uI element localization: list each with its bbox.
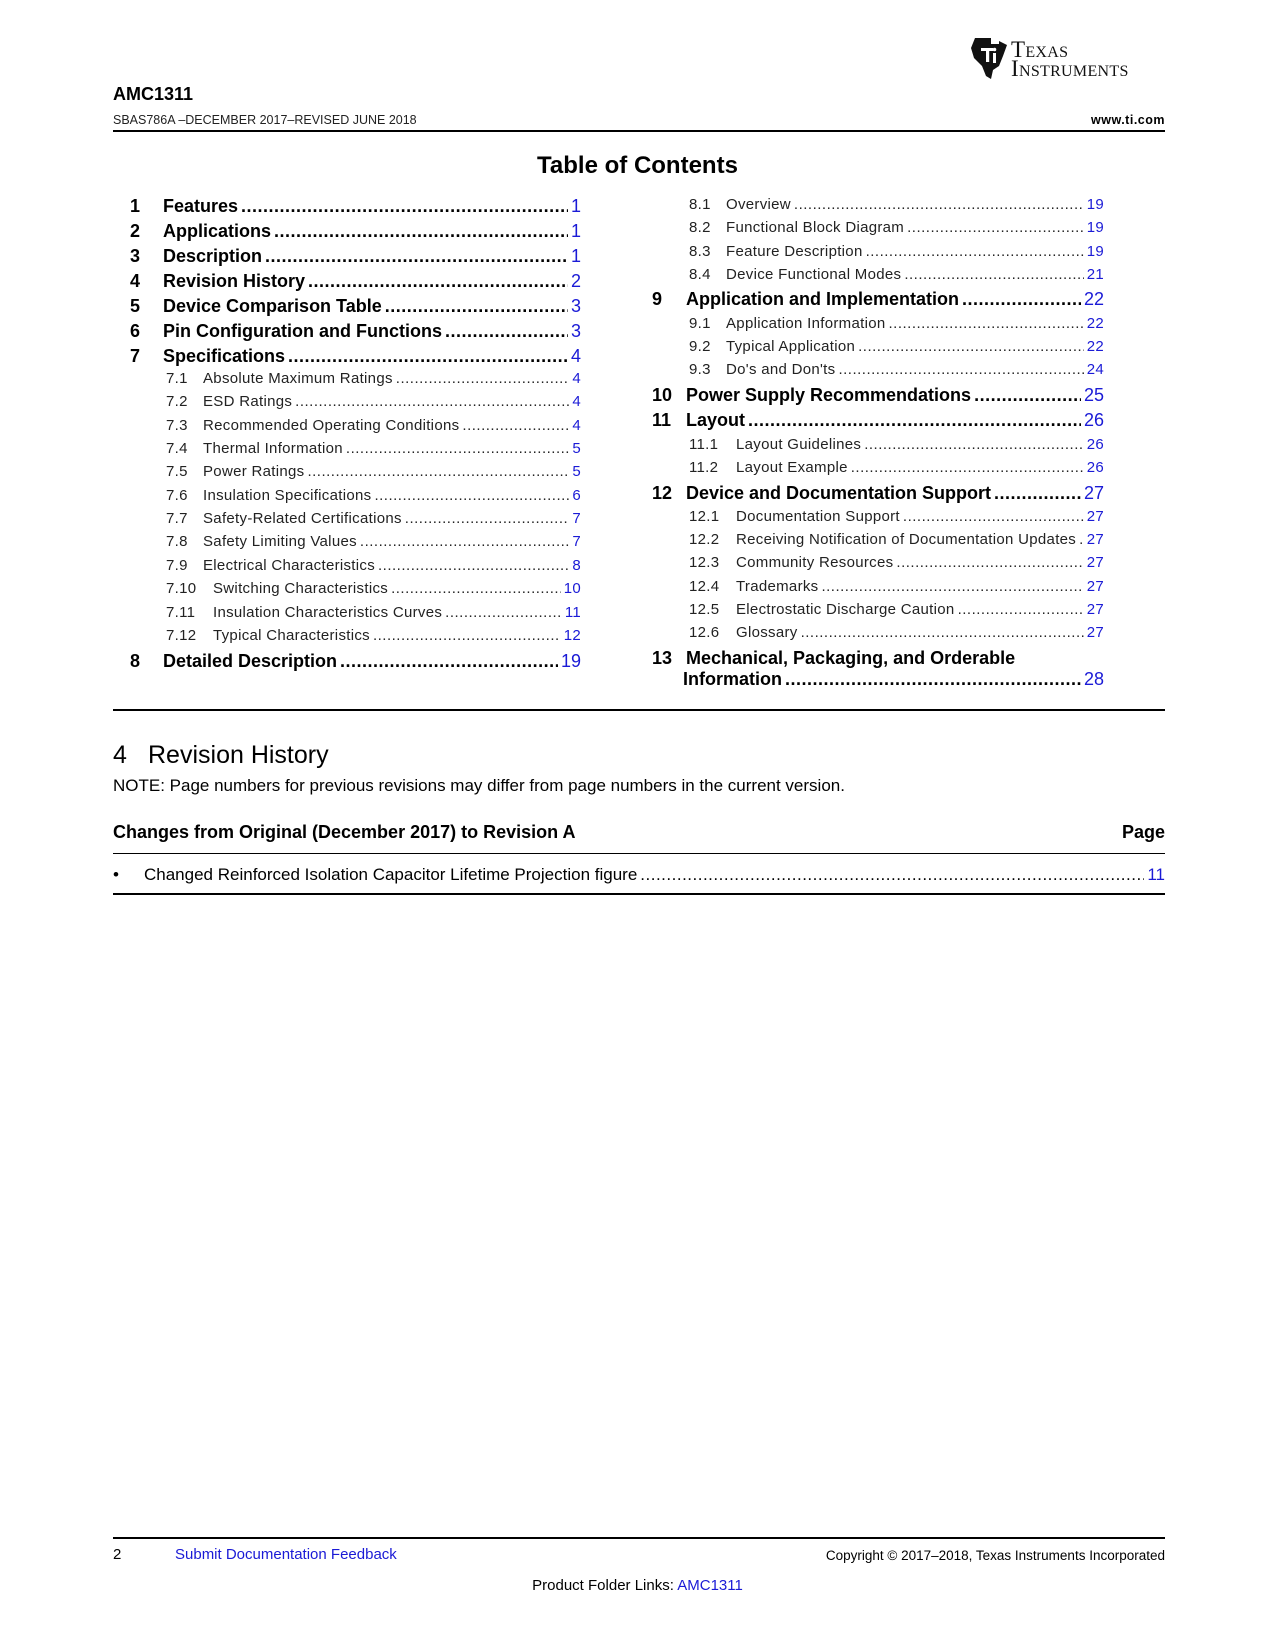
toc-entry-label: Device Functional Modes [726,266,902,283]
toc-entry-label: Power Ratings [203,463,305,480]
toc-entry[interactable] [166,370,581,387]
toc-entry-page-link[interactable]: 1 [570,246,581,266]
toc-entry-label: Mechanical, Packaging, and Orderable [686,648,1016,668]
toc-entry-page-link[interactable]: 19 [1086,196,1104,213]
toc-entry-number: 12.4 [689,578,720,595]
toc-entry-number: 3 [130,246,141,266]
toc-entry-page-link[interactable]: 22 [1086,338,1104,355]
toc-entry-number: 7 [130,346,141,366]
toc-entry-label: Electrostatic Discharge Caution [736,601,955,618]
toc-entry[interactable] [130,296,581,317]
toc-entry-label: Detailed Description [163,651,338,671]
leader-dots [307,463,569,480]
leader-dots [974,385,1081,406]
copyright: Copyright © 2017–2018, Texas Instruments Incorporated [825,1548,1165,1563]
leader-dots [1079,531,1084,548]
toc-entry-number: 12.1 [689,508,720,525]
changes-divider [113,893,1165,895]
change-item [113,865,1165,885]
toc-entry[interactable] [689,554,1104,571]
leader-dots [373,627,561,644]
leader-dots [405,510,570,527]
leader-dots [445,321,568,342]
toc-entry-page-link[interactable]: 21 [1086,266,1104,283]
toc-entry-page-link[interactable]: 3 [570,321,581,341]
toc-entry[interactable] [689,196,1104,213]
toc-entry-page-link[interactable]: 7 [572,510,581,527]
leader-dots [396,370,570,387]
toc-entry-label: Insulation Characteristics Curves [213,604,443,621]
page-column-header: Page [1121,822,1165,842]
toc-entry-number: 8.2 [689,219,711,236]
toc-entry-label: Device and Documentation Support [686,483,992,503]
leader-dots [748,410,1081,431]
toc-entry-number: 7.2 [166,393,188,410]
toc-entry[interactable] [166,533,581,550]
toc-entry-label: Insulation Specifications [203,487,372,504]
toc-entry-page-link[interactable]: 28 [1083,669,1104,689]
leader-dots [346,440,569,457]
toc-entry-label: Overview [726,196,791,213]
logo-line-1: Texas [1011,37,1069,62]
header-divider [113,130,1165,132]
toc-entry-page-link[interactable]: 19 [560,651,581,671]
toc-entry-page-link[interactable]: 26 [1086,459,1104,476]
toc-entry[interactable] [130,196,581,217]
change-page-link[interactable]: 11 [1147,865,1165,884]
toc-entry-label: Recommended Operating Conditions [203,417,460,434]
toc-entry-page-link[interactable]: 7 [572,533,581,550]
toc-entry[interactable] [689,531,1104,548]
toc-entry-number: 7.6 [166,487,188,504]
toc-entry[interactable] [652,385,1104,406]
toc-entry-page-link[interactable]: 26 [1086,436,1104,453]
leader-dots [360,533,569,550]
leader-dots [907,219,1084,236]
revision-history-heading [113,741,329,770]
toc-entry[interactable] [689,338,1104,355]
toc-entry-number: 8.3 [689,243,711,260]
toc-entry[interactable] [689,459,1104,476]
leader-dots [785,669,1081,690]
leader-dots [858,338,1084,355]
revision-note: NOTE: Page numbers for previous revisions may differ from page numbers in the current version. [113,776,845,795]
toc-entry-page-link[interactable]: 27 [1086,601,1104,618]
logo-line-2: Instruments [1011,56,1129,81]
toc-entry-number: 7.1 [166,370,188,387]
leader-dots [274,221,568,242]
leader-dots [864,436,1084,453]
document-subtitle: SBAS786A –DECEMBER 2017–REVISED JUNE 2018 [113,113,417,127]
toc-entry-page-link[interactable]: 4 [572,393,581,410]
toc-entry-label: Absolute Maximum Ratings [203,370,393,387]
toc-entry[interactable] [166,417,581,434]
leader-dots [838,361,1083,378]
website-link[interactable]: www.ti.com [1091,113,1165,127]
toc-entry[interactable] [689,219,1104,236]
toc-entry-page-link[interactable]: 27 [1086,624,1104,641]
toc-entry-label: Switching Characteristics [213,580,389,597]
toc-entry[interactable] [166,510,581,527]
toc-entry[interactable] [166,627,581,644]
toc-entry-number: 7.7 [166,510,188,527]
toc-entry-label: Safety Limiting Values [203,533,357,550]
toc-entry-page-link[interactable]: 6 [572,487,581,504]
toc-entry-number: 9.2 [689,338,711,355]
product-links-label: Product Folder Links: [532,1577,674,1594]
toc-entry-number: 8.4 [689,266,711,283]
toc-entry-page-link[interactable]: 19 [1086,219,1104,236]
toc-entry-page-link[interactable]: 27 [1086,554,1104,571]
toc-entry[interactable] [130,246,581,267]
leader-dots [903,508,1084,525]
toc-entry[interactable] [689,243,1104,260]
toc-entry-page-link[interactable]: 3 [570,296,581,316]
toc-entry-label: ESD Ratings [203,393,293,410]
change-text: Changed Reinforced Isolation Capacitor Lifetime Projection figure [144,865,638,884]
toc-entry-number: 5 [130,296,141,316]
toc-entry-number: 11 [652,410,672,430]
leader-dots [958,601,1084,618]
toc-entry-label: Revision History [163,271,306,291]
leader-dots [994,483,1081,504]
toc-entry-page-link[interactable]: 5 [572,463,581,480]
toc-entry-number: 12.3 [689,554,720,571]
toc-entry-label: Thermal Information [203,440,343,457]
toc-entry-number: 12 [652,483,673,503]
toc-entry-number: 13 [652,648,673,668]
leader-dots [265,246,568,267]
toc-entry-label: Device Comparison Table [163,296,382,316]
toc-entry[interactable] [689,266,1104,283]
toc-entry-number: 4 [130,271,141,291]
toc-entry-label: Description [163,246,263,266]
toc-entry-label-line2: Information [683,669,782,689]
toc-entry-number: 1 [130,196,141,216]
toc-entry-number: 8.1 [689,196,711,213]
toc-entry[interactable] [166,580,581,597]
toc-entry-label: Documentation Support [736,508,900,525]
toc-entry-number: 6 [130,321,141,341]
toc-entry-number: 11.2 [689,459,719,476]
toc-entry[interactable] [652,410,1104,431]
toc-entry[interactable] [166,440,581,457]
leader-dots [851,459,1084,476]
toc-entry-number: 7.9 [166,557,188,574]
toc-entry[interactable] [652,289,1104,310]
bullet: • [113,865,119,884]
leader-dots [445,604,562,621]
toc-entry-page-link[interactable]: 27 [1086,578,1104,595]
toc-entry-continuation[interactable] [683,669,1104,690]
logo-wordmark [1011,37,1129,81]
toc-entry[interactable] [689,508,1104,525]
ti-state-logo-icon [969,36,1011,80]
toc-entry-label: Application Information [726,315,886,332]
toc-entry[interactable] [652,483,1104,504]
toc-entry-page-link[interactable]: 1 [570,196,581,216]
toc-entry-label: Applications [163,221,272,241]
toc-entry[interactable] [689,601,1104,618]
toc-entry-page-link[interactable]: 25 [1083,385,1104,405]
toc-entry-label: Pin Configuration and Functions [163,321,442,341]
toc-entry[interactable] [166,557,581,574]
leader-dots [794,196,1084,213]
toc-entry-label: Safety-Related Certifications [203,510,402,527]
leader-dots [904,266,1083,283]
section-title: Revision History [148,741,329,769]
document-title: AMC1311 [113,84,194,104]
toc-entry-label: Specifications [163,346,286,366]
toc-entry-label: Layout [686,410,746,430]
toc-entry[interactable] [689,436,1104,453]
toc-entry-number: 10 [652,385,673,405]
toc-entry[interactable] [689,315,1104,332]
toc-entry-number: 7.5 [166,463,188,480]
changes-header: Changes from Original (December 2017) to Revision A [113,822,576,842]
page-number: 2 [113,1546,122,1563]
section-number: 4 [113,741,127,769]
leader-dots [801,624,1084,641]
toc-entry-page-link[interactable]: 10 [563,580,581,597]
leader-dots [462,417,569,434]
toc-entry-label: Community Resources [736,554,894,571]
toc-entry-number: 8 [130,651,141,671]
leader-dots [866,243,1084,260]
toc-entry-label: Feature Description [726,243,863,260]
toc-entry-label: Electrical Characteristics [203,557,376,574]
leader-dots [295,393,569,410]
toc-entry-label: Glossary [736,624,798,641]
toc-entry[interactable] [689,624,1104,641]
toc-entry[interactable] [689,578,1104,595]
toc-entry[interactable] [130,321,581,342]
toc-entry-page-link[interactable]: 8 [572,557,581,574]
leader-dots [962,289,1081,310]
toc-entry-page-link[interactable]: 22 [1083,289,1104,309]
leader-dots [821,578,1083,595]
toc-entry[interactable] [166,604,581,621]
toc-entry-page-link[interactable]: 12 [563,627,581,644]
toc-entry-page-link[interactable]: 5 [572,440,581,457]
leader-dots [385,296,568,317]
toc-entry-label: Do's and Don'ts [726,361,836,378]
toc-entry-number: 9 [652,289,663,309]
toc-entry-number: 7.4 [166,440,188,457]
toc-entry[interactable] [130,651,581,672]
toc-entry-number: 9.1 [689,315,711,332]
toc-entry[interactable] [652,648,1104,669]
toc-entry[interactable] [166,463,581,480]
toc-entry-number: 2 [130,221,141,241]
toc-entry-label: Typical Application [726,338,856,355]
toc-entry[interactable] [166,393,581,410]
product-folder-links [0,1577,1275,1594]
toc-entry-page-link[interactable]: 26 [1083,410,1104,430]
toc-entry-page-link[interactable]: 27 [1086,531,1104,548]
toc-entry-number: 7.10 [166,580,197,597]
toc-entry-page-link[interactable]: 22 [1086,315,1104,332]
toc-entry-label: Trademarks [736,578,819,595]
toc-entry-page-link[interactable]: 2 [570,271,581,291]
changes-header-divider [113,853,1165,854]
toc-entry-label: Typical Characteristics [213,627,370,644]
toc-entry-page-link[interactable]: 4 [572,370,581,387]
toc-entry-page-link[interactable]: 24 [1086,361,1104,378]
toc-entry-label: Receiving Notification of Documentation Updates [736,531,1077,548]
toc-entry[interactable] [689,361,1104,378]
toc-entry-label: Application and Implementation [686,289,960,309]
product-link[interactable]: AMC1311 [677,1577,743,1594]
toc-entry-label: Functional Block Diagram [726,219,905,236]
toc-entry-page-link[interactable]: 27 [1086,508,1104,525]
toc-entry-page-link[interactable]: 27 [1083,483,1104,503]
toc-entry-page-link[interactable]: 4 [570,346,581,366]
submit-feedback-link[interactable]: Submit Documentation Feedback [175,1546,397,1563]
leader-dots [378,557,569,574]
toc-entry-label: Power Supply Recommendations [686,385,972,405]
toc-entry-label: Features [163,196,239,216]
toc-title: Table of Contents [537,152,738,179]
toc-entry[interactable] [166,487,581,504]
toc-entry[interactable] [130,221,581,242]
leader-dots [896,554,1083,571]
toc-entry-page-link[interactable]: 11 [564,604,581,621]
toc-entry-label: Layout Example [736,459,848,476]
toc-entry-number: 7.11 [166,604,196,621]
toc-entry-number: 7.3 [166,417,188,434]
leader-dots [640,865,1144,885]
toc-entry[interactable] [130,271,581,292]
toc-entry-number: 9.3 [689,361,711,378]
toc-entry-number: 7.8 [166,533,188,550]
leader-dots [308,271,568,292]
leader-dots [340,651,558,672]
leader-dots [241,196,568,217]
toc-entry-label: Layout Guidelines [736,436,862,453]
ti-logo [969,36,1169,86]
toc-entry-page-link[interactable]: 19 [1086,243,1104,260]
toc-entry-page-link[interactable]: 4 [572,417,581,434]
toc-entry-number: 11.1 [689,436,719,453]
leader-dots [288,346,568,367]
toc-entry-page-link[interactable]: 1 [570,221,581,241]
leader-dots [374,487,569,504]
leader-dots [889,315,1084,332]
leader-dots [391,580,561,597]
footer-divider [113,1537,1165,1539]
toc-divider [113,709,1165,711]
toc-entry-number: 12.2 [689,531,720,548]
toc-entry[interactable] [130,346,581,367]
toc-entry-number: 12.6 [689,624,720,641]
toc-entry-number: 12.5 [689,601,720,618]
toc-entry-number: 7.12 [166,627,197,644]
